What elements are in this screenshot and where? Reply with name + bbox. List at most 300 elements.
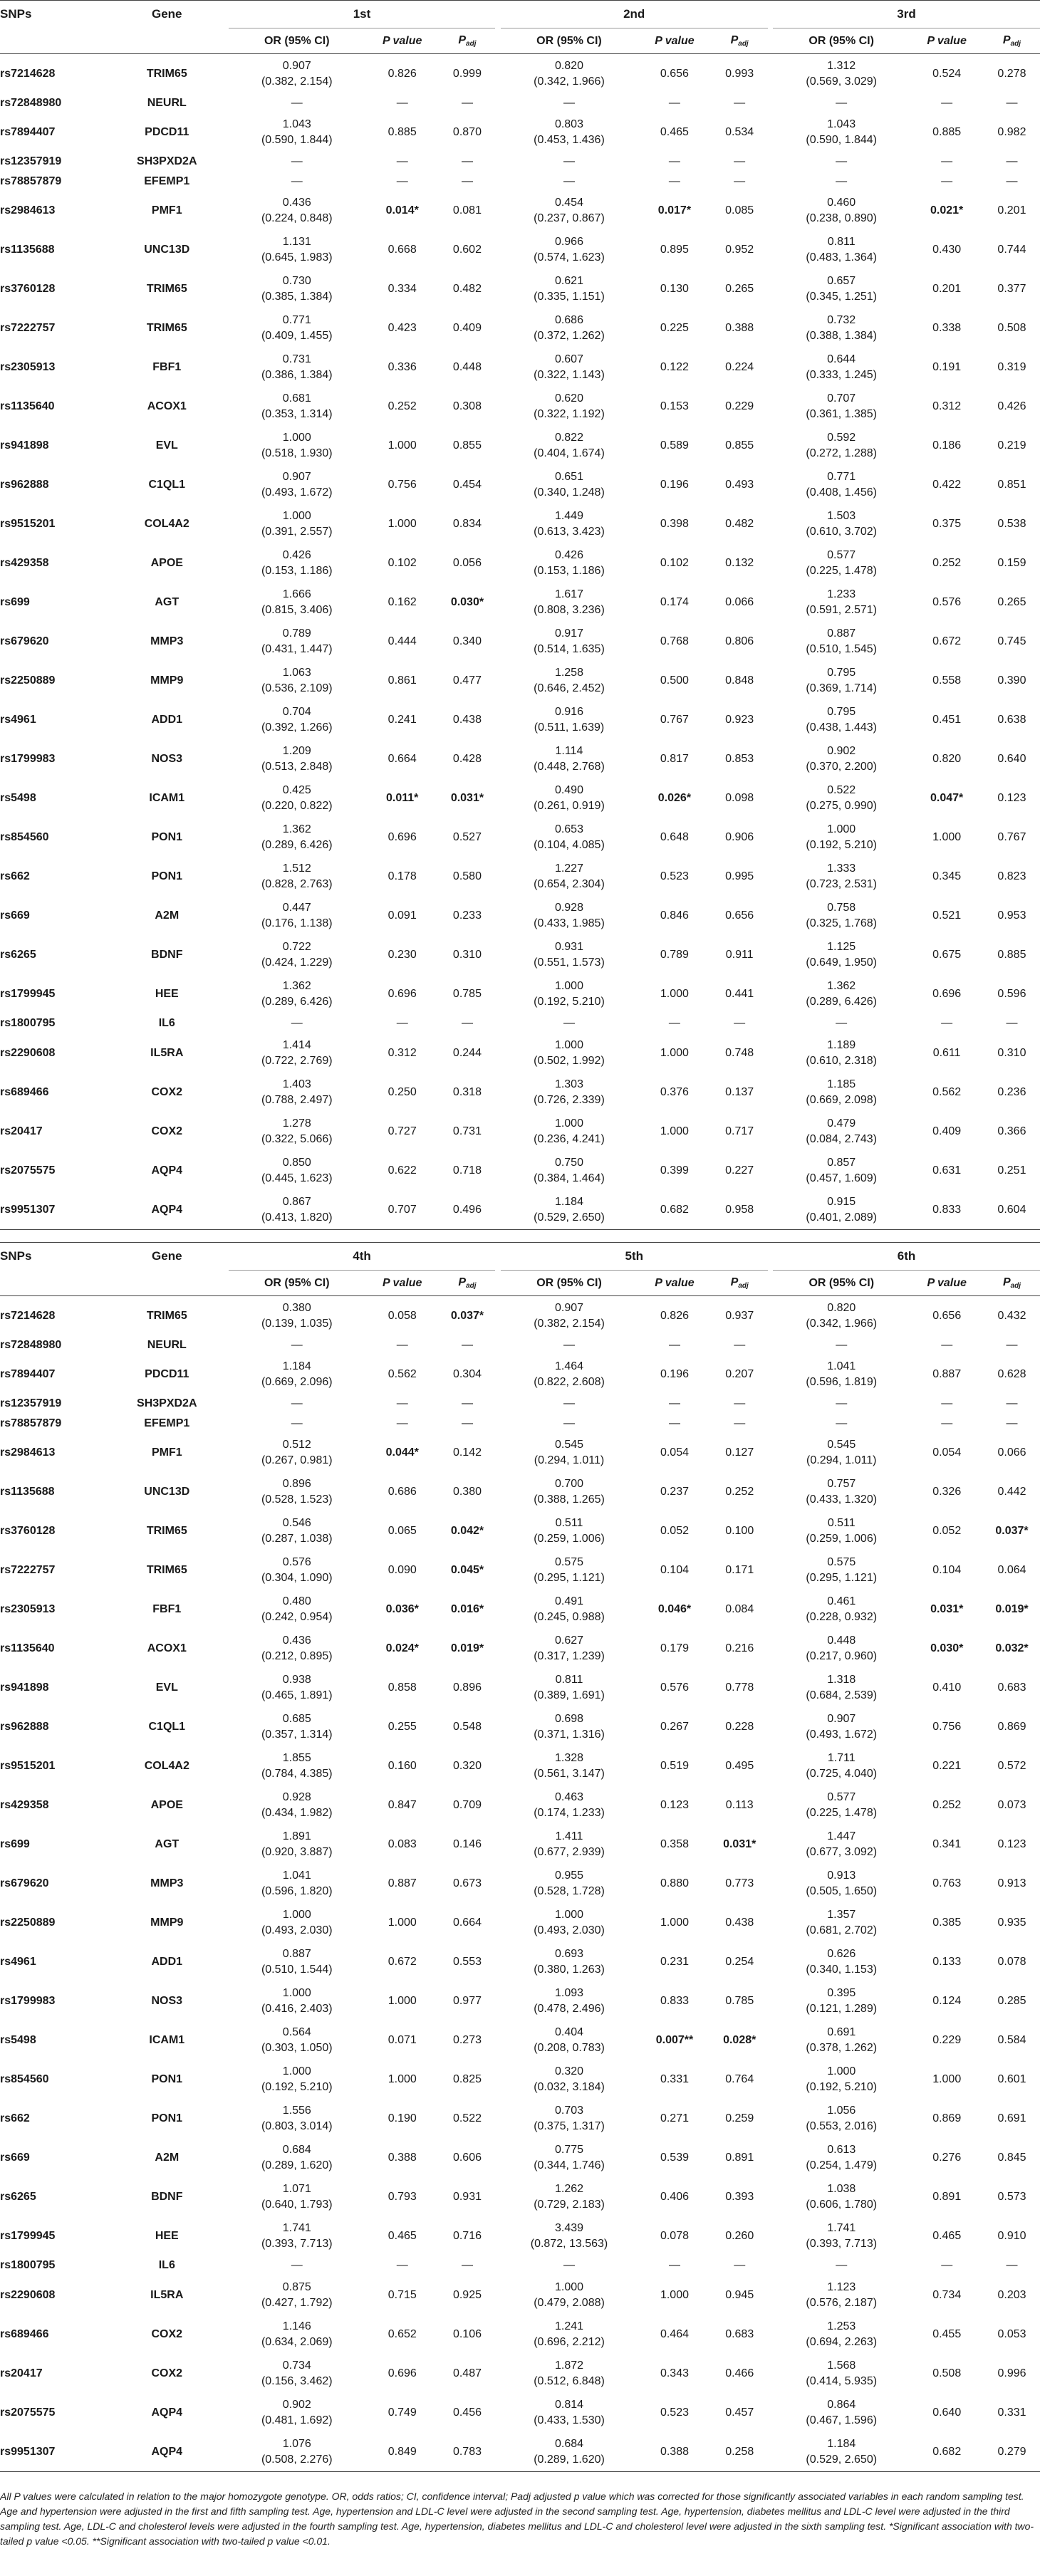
odds-ratio [501,622,638,662]
p-value: 0.696 [932,988,962,1000]
table-row [0,2256,1040,2276]
odds-ratio [773,701,910,740]
snp-id: rs2984613 [0,204,56,217]
snp-id: rs1135688 [0,1486,55,1498]
p-value: 0.675 [932,949,962,961]
gene-name: UNC13D [144,1486,190,1498]
snp-id: rs6265 [0,2191,36,2203]
confidence-interval: (0.156, 3.462) [261,2374,333,2387]
adjusted-p-value: 0.664 [452,1917,482,1929]
odds-ratio-value: 0.320 [554,2065,584,2077]
odds-ratio-value: 1.184 [827,2437,856,2450]
odds-ratio-value: — [291,174,303,187]
confidence-interval: (0.591, 2.571) [806,604,877,616]
odds-ratio [229,2100,365,2139]
adjusted-p-value: 0.273 [452,2034,482,2046]
confidence-interval: (0.385, 1.384) [261,291,333,303]
odds-ratio-value: 1.125 [827,941,856,953]
confidence-interval: (0.569, 3.029) [806,75,877,88]
adjusted-p-value: 0.638 [997,714,1026,726]
odds-ratio [229,172,365,192]
odds-ratio-value: — [563,1017,575,1030]
table-row [0,1982,1040,2021]
odds-ratio-value: 0.732 [827,314,856,326]
odds-ratio-value: 0.795 [827,706,856,718]
p-value: — [396,1017,408,1030]
adjusted-p-value: 0.260 [725,2230,754,2242]
odds-ratio [229,270,365,309]
gene-name: PON1 [151,870,183,882]
odds-ratio-value: 0.700 [554,1478,584,1490]
confidence-interval: (0.409, 1.455) [261,330,333,342]
p-value: — [668,1417,680,1429]
odds-ratio [501,1669,638,1708]
odds-ratio [773,1190,910,1230]
odds-ratio-value: 0.644 [827,353,856,365]
odds-ratio [773,779,910,818]
confidence-interval: (0.694, 2.263) [806,2335,878,2348]
odds-ratio [773,818,910,857]
odds-ratio [229,1112,365,1151]
p-value: 0.196 [660,479,689,491]
odds-ratio [773,975,910,1014]
odds-ratio [501,54,638,94]
odds-ratio-value: 1.000 [827,2065,856,2077]
table-row [0,975,1040,1014]
odds-ratio-value: 0.864 [827,2398,856,2411]
confidence-interval: (0.333, 1.245) [806,369,877,381]
adjusted-p-value: — [734,2259,746,2272]
adjusted-p-value: 0.935 [997,1917,1026,1929]
gene-name: APOE [150,1799,183,1811]
p-value: 0.869 [932,2112,962,2124]
odds-ratio-value: 1.312 [827,59,856,72]
adjusted-p-value: 0.945 [725,2288,754,2301]
odds-ratio-value: 0.651 [554,471,583,483]
adjusted-p-value: 0.601 [997,2073,1026,2085]
subheader-padj: $P_{adj}$ [984,1271,1040,1296]
adjusted-p-value: 0.952 [725,244,754,256]
confidence-interval: (0.084, 2.743) [806,1132,877,1145]
adjusted-p-value: 0.100 [725,1525,754,1537]
odds-ratio-value: 1.076 [282,2437,311,2450]
snp-id: rs1800795 [0,1017,56,1030]
p-value: 0.083 [388,1838,417,1850]
adjusted-p-value: 0.254 [725,1956,754,1968]
adjusted-p-value: 0.308 [452,400,482,412]
adjusted-p-value: 0.709 [452,1799,482,1811]
odds-ratio-value: — [563,174,575,187]
adjusted-p-value: 0.428 [452,753,482,765]
confidence-interval: (0.413, 1.820) [261,1211,333,1224]
adjusted-p-value: 0.869 [997,1721,1026,1733]
adjusted-p-value: 0.229 [725,400,754,412]
odds-ratio [229,936,365,975]
adjusted-p-value: 0.527 [452,831,482,843]
odds-ratio [773,54,910,94]
odds-ratio-value: 1.043 [827,118,856,130]
odds-ratio [773,1335,910,1355]
adjusted-p-value: 0.785 [452,988,482,1000]
confidence-interval: (0.424, 1.229) [261,956,333,969]
gene-name: A2M [155,2152,180,2164]
adjusted-p-value: 0.203 [997,2288,1026,2301]
table-row [0,1190,1040,1230]
snp-id: rs2305913 [0,361,56,373]
adjusted-p-value: 0.911 [725,949,754,961]
odds-ratio-value: — [291,1338,303,1351]
odds-ratio [773,1033,910,1073]
adjusted-p-value: — [461,1017,473,1030]
odds-ratio-value: — [563,2259,575,2272]
odds-ratio [229,1629,365,1669]
adjusted-p-value: 0.683 [725,2327,754,2340]
p-value: 0.521 [932,909,962,922]
odds-ratio [501,779,638,818]
snp-id: rs20417 [0,1125,43,1137]
snp-id: rs962888 [0,479,49,491]
p-value: — [668,155,680,168]
odds-ratio [229,1786,365,1825]
odds-ratio-value: 0.758 [827,902,856,914]
odds-ratio-value: 1.411 [555,1830,583,1842]
odds-ratio [229,1669,365,1708]
confidence-interval: (0.448, 2.768) [534,761,605,773]
odds-ratio-value: 1.362 [282,980,311,992]
odds-ratio-value: — [291,1397,303,1410]
table-row [0,387,1040,427]
p-value: 0.030* [930,1642,964,1654]
adjusted-p-value: 0.310 [452,949,482,961]
subheader-or: OR (95% CI) [501,28,638,54]
odds-ratio [773,2393,910,2432]
adjusted-p-value: — [1006,1017,1018,1030]
odds-ratio-value: 0.461 [827,1595,856,1607]
confidence-interval: (0.322, 5.066) [261,1132,333,1145]
odds-ratio [229,2275,365,2315]
odds-ratio [501,1512,638,1551]
p-value: 0.423 [388,322,417,334]
odds-ratio-value: 0.620 [554,392,583,405]
p-value: 0.160 [388,1760,417,1772]
odds-ratio [501,583,638,622]
odds-ratio-value: 0.902 [282,2398,311,2411]
confidence-interval: (0.340, 1.153) [806,1964,878,1976]
confidence-interval: (0.267, 0.981) [261,1454,333,1466]
odds-ratio [229,192,365,231]
odds-ratio-value: 1.123 [827,2280,856,2293]
adjusted-p-value: 0.064 [997,1564,1026,1576]
p-value: 0.464 [660,2327,689,2340]
gene-name: TRIM65 [146,322,187,334]
odds-ratio [501,2139,638,2178]
odds-ratio-value: 0.685 [282,1713,311,1725]
table-row [0,2315,1040,2354]
odds-ratio-value: 1.512 [282,862,311,875]
odds-ratio [229,113,365,152]
table-row [0,818,1040,857]
p-value: 0.312 [388,1046,417,1059]
odds-ratio-value: 0.875 [282,2280,311,2293]
adjusted-p-value: — [1006,1338,1018,1351]
odds-ratio-value: 1.568 [827,2359,856,2372]
subheader-padj: $P_{adj}$ [712,28,768,54]
odds-ratio [501,2021,638,2060]
odds-ratio-value: 0.479 [827,1117,856,1130]
gene-name: PMF1 [151,204,182,217]
adjusted-p-value: 0.923 [725,714,754,726]
p-value: — [941,1017,953,1030]
confidence-interval: (0.518, 1.930) [261,447,333,459]
gene-name: A2M [155,909,180,922]
adjusted-p-value: 0.482 [725,518,754,530]
odds-ratio [773,2354,910,2393]
subheader-pvalue: P value [638,1271,712,1296]
odds-ratio-value: 1.041 [282,1870,311,1882]
odds-ratio-value: 1.063 [282,667,311,679]
odds-ratio-value: 0.938 [282,1674,311,1686]
p-value: 0.524 [932,67,962,80]
adjusted-p-value: — [734,1338,746,1351]
odds-ratio [501,466,638,505]
odds-ratio [773,466,910,505]
adjusted-p-value: 0.718 [452,1164,482,1177]
odds-ratio-value: 0.966 [554,236,583,248]
odds-ratio [501,2217,638,2256]
p-value: — [941,155,953,168]
odds-ratio-value: 0.511 [827,1517,856,1529]
p-value: 0.044* [385,1446,419,1459]
confidence-interval: (0.610, 2.318) [806,1054,877,1067]
adjusted-p-value: 0.683 [997,1681,1026,1694]
table-row [0,897,1040,936]
odds-ratio-value: 1.711 [827,1752,856,1764]
p-value: 0.562 [932,1085,962,1098]
p-value: 0.589 [660,439,689,452]
odds-ratio [501,2060,638,2100]
table-row [0,740,1040,779]
adjusted-p-value: 0.219 [997,439,1026,452]
odds-ratio-value: 1.038 [827,2183,856,2195]
adjusted-p-value: 0.078 [997,1956,1026,1968]
confidence-interval: (0.613, 3.423) [534,526,605,538]
confidence-interval: (0.502, 1.992) [534,1054,605,1067]
confidence-interval: (0.493, 1.672) [261,486,333,499]
snp-id: rs662 [0,2112,30,2124]
p-value: 0.887 [388,1877,417,1889]
adjusted-p-value: 0.855 [725,439,754,452]
p-value: 0.090 [388,1564,417,1576]
gene-name: MMP3 [150,635,184,647]
p-value: 0.276 [932,2152,962,2164]
odds-ratio [229,779,365,818]
p-value: 0.895 [660,244,689,256]
adjusted-p-value: — [461,174,473,187]
gene-name: SH3PXD2A [137,155,197,168]
odds-ratio-value: 1.000 [554,1117,583,1130]
odds-ratio [229,1355,365,1394]
odds-ratio-value: 0.404 [554,2026,584,2038]
table-row [0,2275,1040,2315]
odds-ratio [229,309,365,348]
adjusted-p-value: 0.066 [997,1446,1026,1459]
adjusted-p-value: 0.845 [997,2152,1026,2164]
p-value: — [941,96,953,109]
p-value: 0.696 [388,2367,417,2379]
confidence-interval: (0.483, 1.364) [806,251,877,264]
p-value: 0.237 [660,1486,689,1498]
odds-ratio [229,2178,365,2217]
odds-ratio-value: 0.460 [827,197,856,209]
p-value: — [396,2259,408,2272]
p-value: — [668,174,680,187]
adjusted-p-value: 0.037* [995,1525,1029,1537]
confidence-interval: (0.610, 3.702) [806,526,877,538]
snp-id: rs1135688 [0,244,55,256]
p-value: 0.508 [932,2367,962,2379]
adjusted-p-value: 0.227 [725,1164,754,1177]
odds-ratio [229,2393,365,2432]
odds-ratio-value: 1.333 [827,862,856,875]
p-value: 0.652 [388,2327,417,2340]
subheader-padj: $P_{adj}$ [984,28,1040,54]
confidence-interval: (0.393, 7.713) [261,2238,333,2250]
snp-id: rs1135640 [0,400,55,412]
snp-id: rs7222757 [0,1564,56,1576]
odds-ratio [229,1151,365,1190]
odds-ratio-value: 1.000 [282,510,311,522]
header-test-2: 2nd [501,1,768,28]
confidence-interval: (0.481, 1.692) [261,2414,333,2426]
odds-ratio [229,505,365,544]
confidence-interval: (0.438, 1.443) [806,721,877,734]
confidence-interval: (0.822, 2.608) [534,1376,605,1388]
adjusted-p-value: 0.731 [452,1125,482,1137]
adjusted-p-value: 0.310 [997,1046,1026,1059]
gene-name: AGT [155,1838,180,1850]
odds-ratio-value: 0.820 [554,59,583,72]
adjusted-p-value: — [734,1417,746,1429]
p-value: 0.833 [660,1995,689,2007]
odds-ratio-value: 1.464 [554,1360,584,1372]
adjusted-p-value: 0.982 [997,126,1026,138]
odds-ratio-value: 0.907 [827,1713,856,1725]
gene-name: FBF1 [152,361,182,373]
odds-ratio-value: 0.887 [827,627,856,640]
snp-id: rs4961 [0,714,36,726]
gene-name: ICAM1 [149,2034,185,2046]
p-value: 0.682 [910,2432,984,2472]
table-row [0,936,1040,975]
odds-ratio-value: 1.000 [282,1987,311,1999]
p-value: 0.880 [660,1877,689,1889]
odds-ratio-value: 0.698 [554,1713,584,1725]
confidence-interval: (0.457, 1.609) [806,1172,877,1184]
odds-ratio-value: 0.448 [827,1634,856,1647]
p-value: 0.885 [388,126,417,138]
odds-ratio-value: 0.426 [282,549,311,561]
adjusted-p-value: 0.393 [725,2191,754,2203]
odds-ratio [229,1190,365,1230]
odds-ratio [773,1355,910,1394]
p-value: 0.430 [932,244,962,256]
odds-ratio-value: 0.915 [827,1195,856,1208]
p-value: 0.225 [660,322,689,334]
adjusted-p-value: 0.252 [725,1486,754,1498]
odds-ratio [501,93,638,113]
odds-ratio [773,1943,910,1982]
p-value: 0.358 [660,1838,689,1850]
odds-ratio-value: 1.447 [827,1830,856,1842]
snp-id: rs6265 [0,949,36,961]
gene-name: IL6 [158,1017,175,1030]
odds-ratio-value: 1.741 [282,2222,311,2234]
confidence-interval: (0.295, 1.121) [806,1572,878,1584]
confidence-interval: (0.404, 1.674) [534,447,605,459]
p-value: 0.410 [932,1681,962,1694]
confidence-interval: (0.289, 6.426) [806,996,877,1008]
odds-ratio [773,2178,910,2217]
odds-ratio [773,1786,910,1825]
adjusted-p-value: 0.085 [725,204,754,217]
odds-ratio-value: 1.891 [282,1830,311,1842]
gene-name: TRIM65 [146,67,187,80]
odds-ratio [773,1904,910,1943]
odds-ratio-value: 0.621 [554,275,583,287]
p-value: 0.631 [932,1164,962,1177]
snp-id: rs962888 [0,1721,49,1733]
confidence-interval: (0.322, 1.143) [534,369,605,381]
confidence-interval: (0.380, 1.263) [534,1964,605,1976]
snp-id: rs7894407 [0,1368,56,1380]
odds-ratio [773,93,910,113]
p-value: 0.465 [388,2230,417,2242]
table-row [0,152,1040,172]
snp-id: rs72848980 [0,96,62,109]
adjusted-p-value: 0.442 [997,1486,1026,1498]
confidence-interval: (0.192, 5.210) [806,2081,878,2093]
confidence-interval: (0.139, 1.035) [261,1317,333,1330]
confidence-interval: (0.345, 1.251) [806,291,877,303]
odds-ratio [501,1414,638,1434]
odds-ratio [229,1825,365,1865]
snp-id: rs9515201 [0,1760,56,1772]
odds-ratio [229,1708,365,1747]
confidence-interval: (0.224, 0.848) [261,212,333,224]
adjusted-p-value: 0.553 [452,1956,482,1968]
odds-ratio-value: — [291,155,303,168]
gene-name: NOS3 [151,753,183,765]
gene-name: ICAM1 [149,792,185,804]
confidence-interval: (0.553, 2.016) [806,2120,878,2132]
odds-ratio-value: 0.814 [554,2398,584,2411]
adjusted-p-value: 0.913 [997,1877,1026,1889]
adjusted-p-value: 0.127 [725,1446,754,1459]
gene-name: PON1 [151,2073,183,2085]
p-value: 0.523 [660,2406,689,2419]
odds-ratio [773,1512,910,1551]
odds-ratio-value: 1.233 [827,588,856,600]
adjusted-p-value: 0.848 [725,674,754,687]
odds-ratio [229,1414,365,1434]
odds-ratio [501,505,638,544]
p-value: 0.104 [660,1564,689,1576]
p-value: 0.190 [388,2112,417,2124]
adjusted-p-value: 0.244 [452,1046,482,1059]
adjusted-p-value: — [461,1338,473,1351]
confidence-interval: (0.677, 2.939) [534,1846,605,1858]
adjusted-p-value: 0.233 [452,909,482,922]
